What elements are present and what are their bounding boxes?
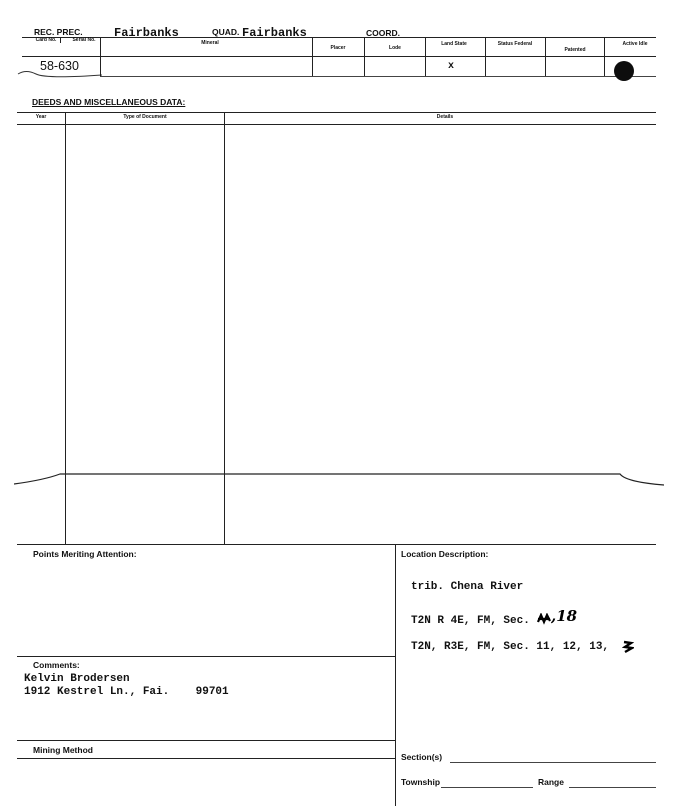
deeds-header-bottom-rule <box>17 124 656 125</box>
township-fill-line <box>441 787 533 788</box>
col-serial-no: Serial No. <box>72 37 96 43</box>
card-number: 58-630 <box>40 59 79 73</box>
col-placer: Placer <box>330 45 346 51</box>
strikeout-scribble <box>537 613 551 625</box>
col-mineral: Mineral <box>201 40 219 46</box>
deeds-col-year: Year <box>35 114 47 120</box>
township-label: Township <box>401 777 441 787</box>
quad-value: Fairbanks <box>242 26 307 40</box>
claim-col-divider <box>545 37 546 76</box>
col-active-idle: Active Idle <box>622 41 648 47</box>
deeds-col-type: Type of Document <box>123 114 167 120</box>
location-line-1: trib. Chena River <box>411 581 524 593</box>
claim-table-bottom-rule <box>100 76 656 77</box>
lower-section-top-rule <box>17 544 656 545</box>
land-state-mark: x <box>448 61 455 72</box>
claim-col-divider <box>364 37 365 76</box>
col-patented: Patented <box>564 47 586 53</box>
handwritten-section-correction: ,18 <box>551 607 578 625</box>
range-fill-line <box>569 787 656 788</box>
comments-line-2: 1912 Kestrel Ln., Fai. 99701 <box>24 686 229 698</box>
col-status-federal: Status Federal <box>497 41 533 47</box>
claim-col-divider <box>485 37 486 76</box>
sections-label: Section(s) <box>401 752 443 762</box>
sections-fill-line <box>450 762 656 763</box>
col-lode: Lode <box>389 45 401 51</box>
rec-prec-value: Fairbanks <box>114 26 179 40</box>
quad-label: QUAD. <box>212 27 240 37</box>
claim-col-divider <box>425 37 426 76</box>
comments-label: Comments: <box>33 660 80 670</box>
comments-top-rule <box>17 656 395 657</box>
fold-line <box>14 468 664 494</box>
mining-method-rule <box>17 758 395 759</box>
mining-method-top-rule <box>17 740 395 741</box>
deeds-section-title: DEEDS AND MISCELLANEOUS DATA: <box>32 97 186 107</box>
deeds-col-details: Details <box>436 114 454 120</box>
coord-label: COORD. <box>366 28 400 38</box>
claim-col-divider <box>60 37 61 43</box>
claim-table-top-rule <box>22 37 656 38</box>
points-meriting-attention-label: Points Meriting Attention: <box>33 549 137 559</box>
col-card-no: Card No. <box>35 37 57 43</box>
strikeout-scribble <box>622 640 634 654</box>
location-description-label: Location Description: <box>401 549 489 559</box>
lower-section-divider <box>395 544 396 806</box>
comments-line-1: Kelvin Brodersen <box>24 673 130 685</box>
claim-col-divider <box>312 37 313 76</box>
claim-table-header-rule <box>22 56 656 57</box>
active-status-dot <box>614 61 634 81</box>
location-line-3: T2N, R3E, FM, Sec. 11, 12, 13, <box>411 641 610 653</box>
claim-col-divider <box>100 37 101 76</box>
claim-col-divider <box>604 37 605 76</box>
deeds-header-top-rule <box>17 112 656 113</box>
rec-prec-label: REC. PREC. <box>34 27 83 37</box>
location-line-2: T2N R 4E, FM, Sec. <box>411 615 530 627</box>
range-label: Range <box>538 777 564 787</box>
mining-method-label: Mining Method <box>33 745 93 755</box>
col-land-state: Land State <box>441 41 467 47</box>
